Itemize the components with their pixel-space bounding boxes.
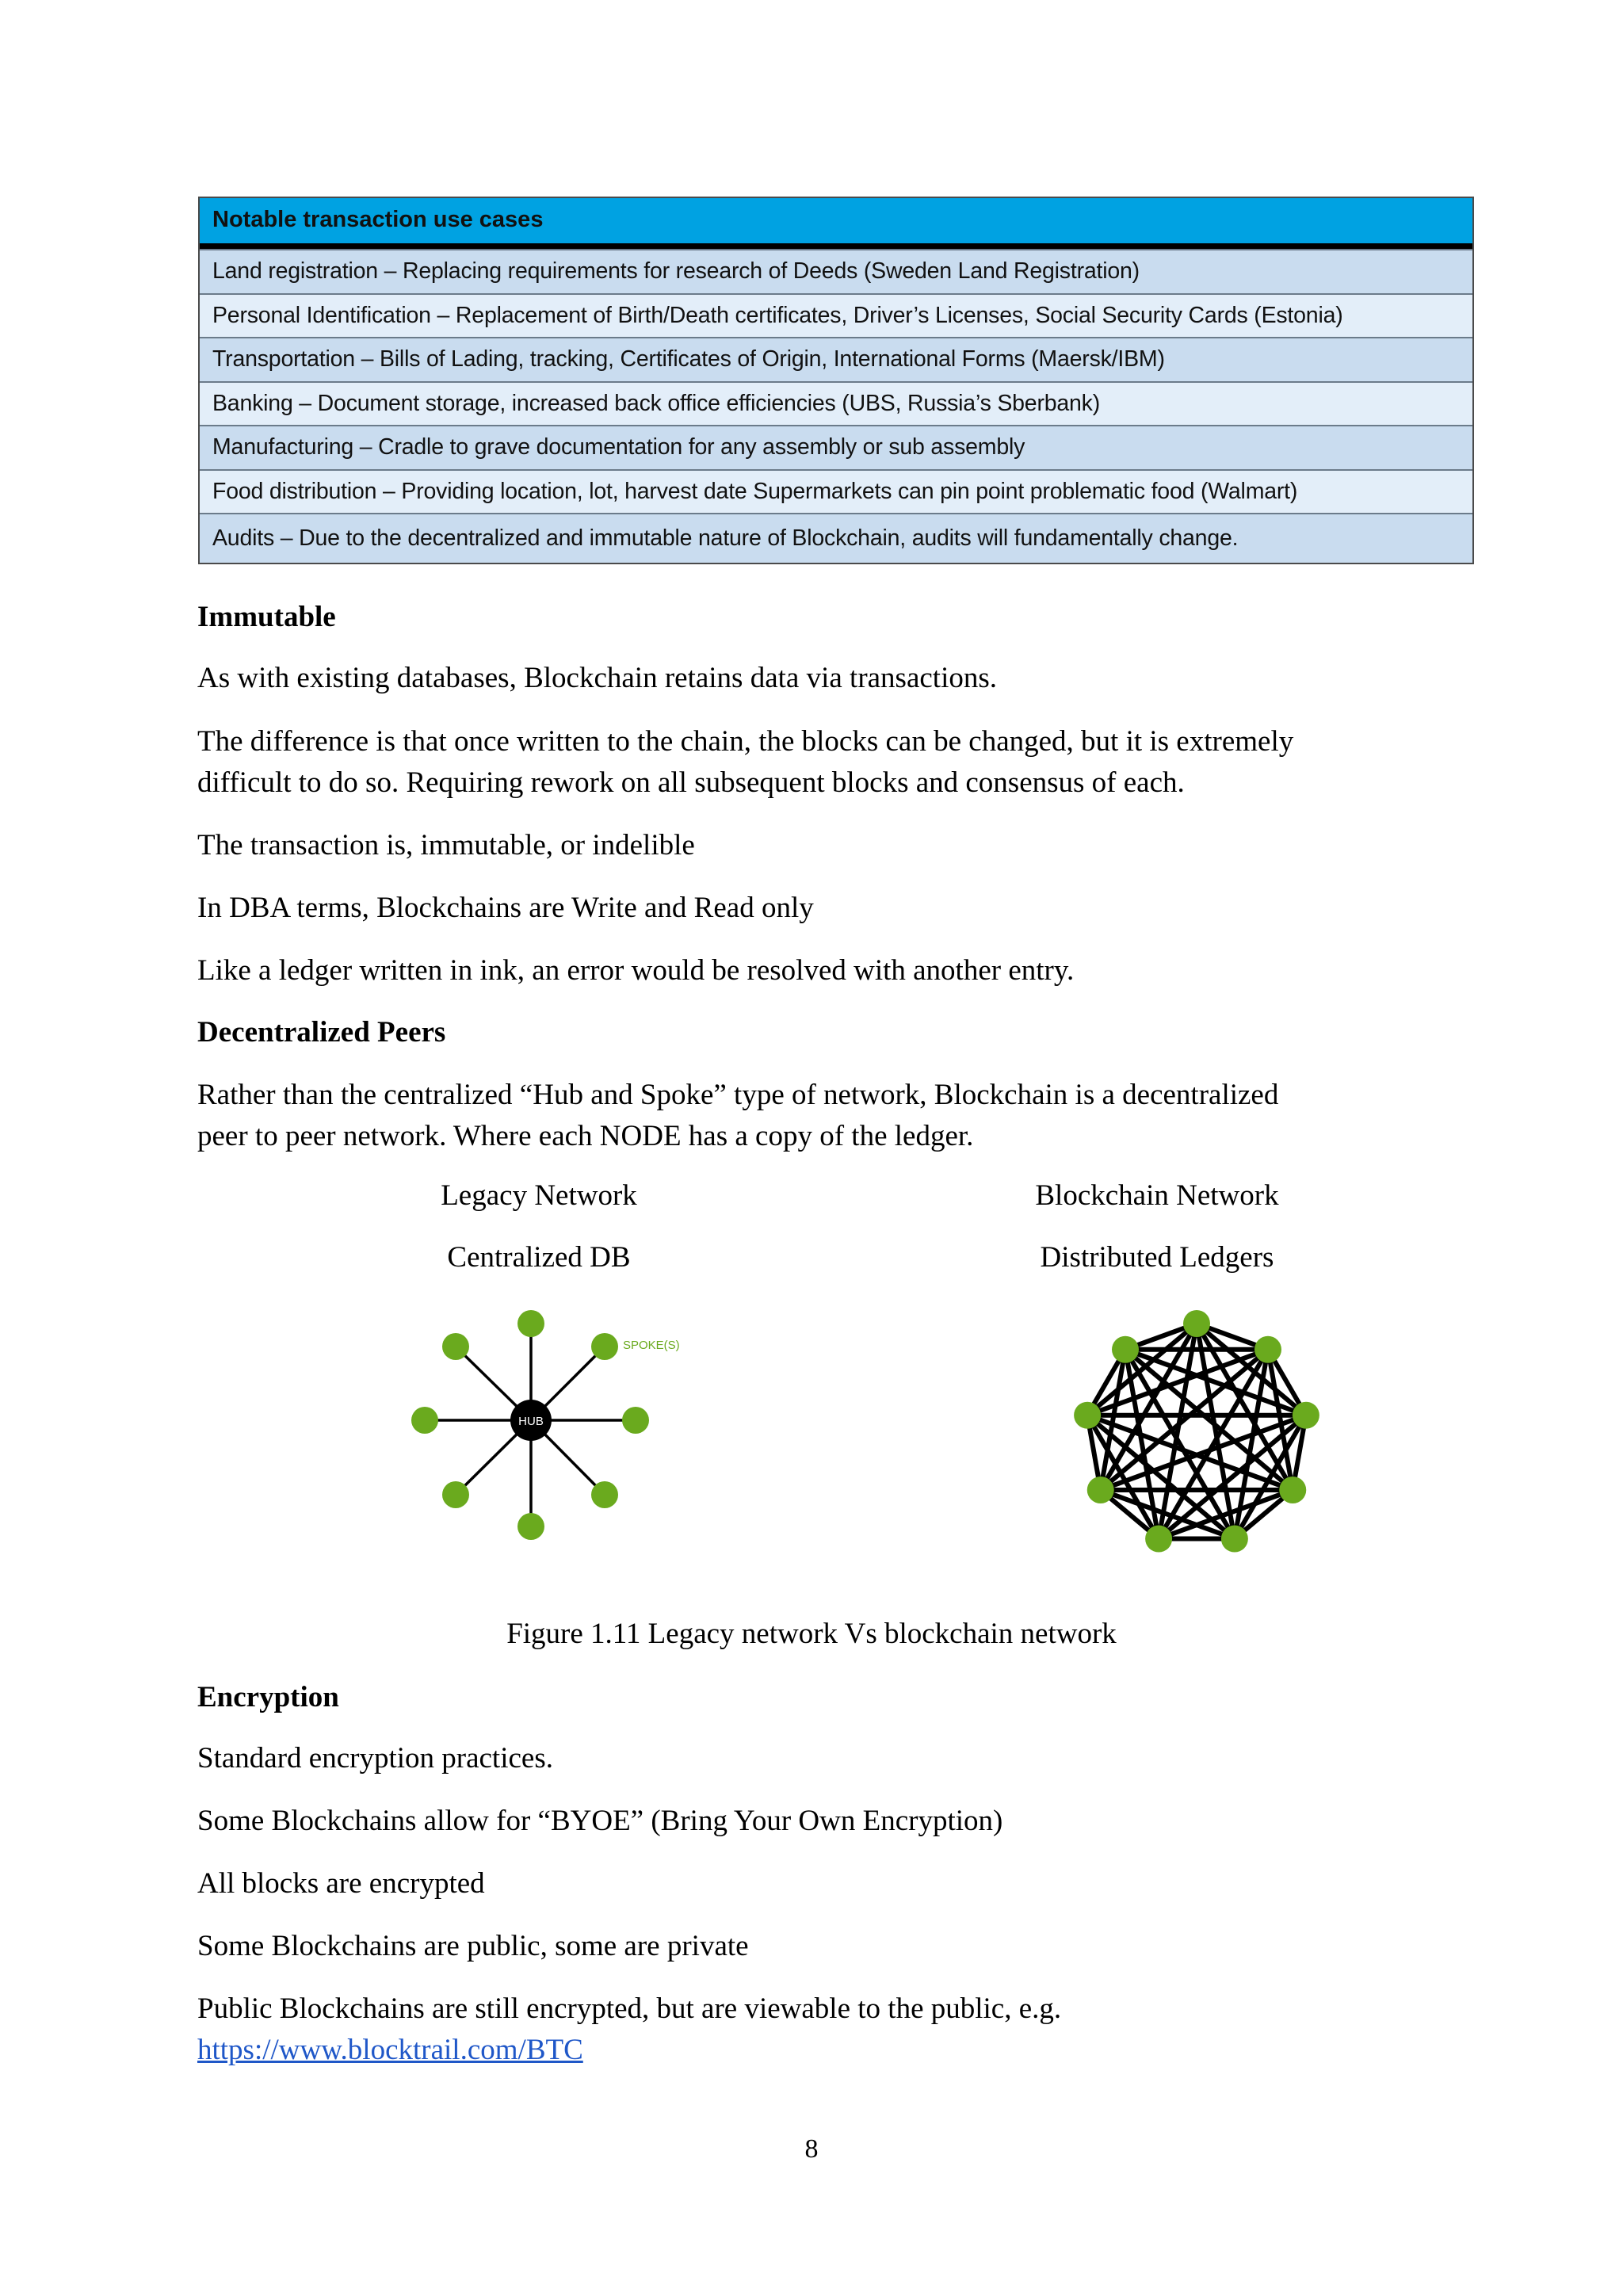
mesh-node [1293, 1402, 1319, 1429]
spoke-node [622, 1407, 649, 1434]
paragraph: Some Blockchains are public, some are private [197, 1930, 749, 1962]
paragraph-line: Public Blockchains are still encrypted, but are viewable to the public, e.g. [197, 1992, 1062, 2025]
spoke-node [442, 1333, 469, 1360]
paragraph: Like a ledger written in ink, an error would be resolved with another entry. [197, 954, 1075, 987]
paragraph: All blocks are encrypted [197, 1867, 485, 1900]
spoke-node [442, 1481, 469, 1508]
spoke-node [591, 1481, 618, 1508]
page-number: 8 [804, 2134, 819, 2164]
table-row: Banking – Document storage, increased back office efficiencies (UBS, Russia’s Sberbank) [200, 381, 1472, 426]
paragraph-line: Rather than the centralized “Hub and Spoke” type of network, Blockchain is a decentralized [197, 1079, 1279, 1111]
table-row: Audits – Due to the decentralized and immutable nature of Blockchain, audits will fundamentally change. [200, 513, 1472, 563]
mesh-node [1254, 1336, 1281, 1363]
mesh-network-diagram [1062, 1308, 1331, 1569]
mesh-node [1279, 1477, 1306, 1503]
mesh-node [1087, 1477, 1114, 1503]
table-row: Food distribution – Providing location, lot, harvest date Supermarkets can pin point problematic food (Walmart) [200, 469, 1472, 514]
paragraph: In DBA terms, Blockchains are Write and Read only [197, 892, 814, 924]
paragraph-line: The difference is that once written to the chain, the blocks can be changed, but it is extremely [197, 725, 1294, 758]
paragraph: The transaction is, immutable, or indelible [197, 829, 695, 861]
section-heading-decentralized: Decentralized Peers [197, 1016, 446, 1049]
paragraph: Some Blockchains allow for “BYOE” (Bring Your Own Encryption) [197, 1805, 1003, 1837]
table-row: Transportation – Bills of Lading, tracking, Certificates of Origin, International Forms (Maersk/IBM) [200, 337, 1472, 381]
hub-spoke-diagram [380, 1300, 713, 1553]
paragraph [197, 721, 1465, 804]
section-heading-encryption: Encryption [197, 1681, 339, 1713]
mesh-node [1074, 1402, 1101, 1429]
table-row: Land registration – Replacing requirements for research of Deeds (Sweden Land Registration) [200, 249, 1472, 293]
paragraph [197, 1075, 1465, 1157]
hub-label: HUB [518, 1415, 544, 1428]
paragraph: As with existing databases, Blockchain retains data via transactions. [197, 662, 998, 694]
spoke-node [591, 1333, 618, 1360]
table-row: Personal Identification – Replacement of Birth/Death certificates, Driver’s Licenses, Social Security Cards (Estonia) [200, 293, 1472, 338]
mesh-node [1112, 1336, 1139, 1363]
mesh-node [1145, 1526, 1172, 1553]
centralized-db-label: Centralized DB [447, 1241, 631, 1274]
paragraph-line: peer to peer network. Where each NODE has a copy of the ledger. [197, 1120, 974, 1152]
blocktrail-link[interactable]: https://www.blocktrail.com/BTC [197, 2034, 583, 2066]
distributed-ledgers-label: Distributed Ledgers [1040, 1241, 1274, 1274]
table-row: Manufacturing – Cradle to grave documentation for any assembly or sub assembly [200, 425, 1472, 469]
blockchain-network-title: Blockchain Network [1035, 1179, 1279, 1212]
figure-caption: Figure 1.11 Legacy network Vs blockchain network [506, 1618, 1117, 1650]
section-heading-immutable: Immutable [197, 601, 336, 633]
table-header: Notable transaction use cases [200, 198, 1472, 249]
spoke-node [411, 1407, 438, 1434]
mesh-node [1221, 1526, 1248, 1553]
paragraph: Standard encryption practices. [197, 1742, 553, 1775]
paragraph-line: difficult to do so. Requiring rework on all subsequent blocks and consensus of each. [197, 766, 1185, 799]
spoke-node [517, 1310, 544, 1337]
use-cases-table [198, 197, 1474, 564]
spoke-node [517, 1513, 544, 1540]
spoke-label: SPOKE(S) [623, 1339, 680, 1352]
legacy-network-title: Legacy Network [441, 1179, 637, 1212]
paragraph [197, 1988, 1465, 2071]
mesh-node [1183, 1310, 1210, 1337]
